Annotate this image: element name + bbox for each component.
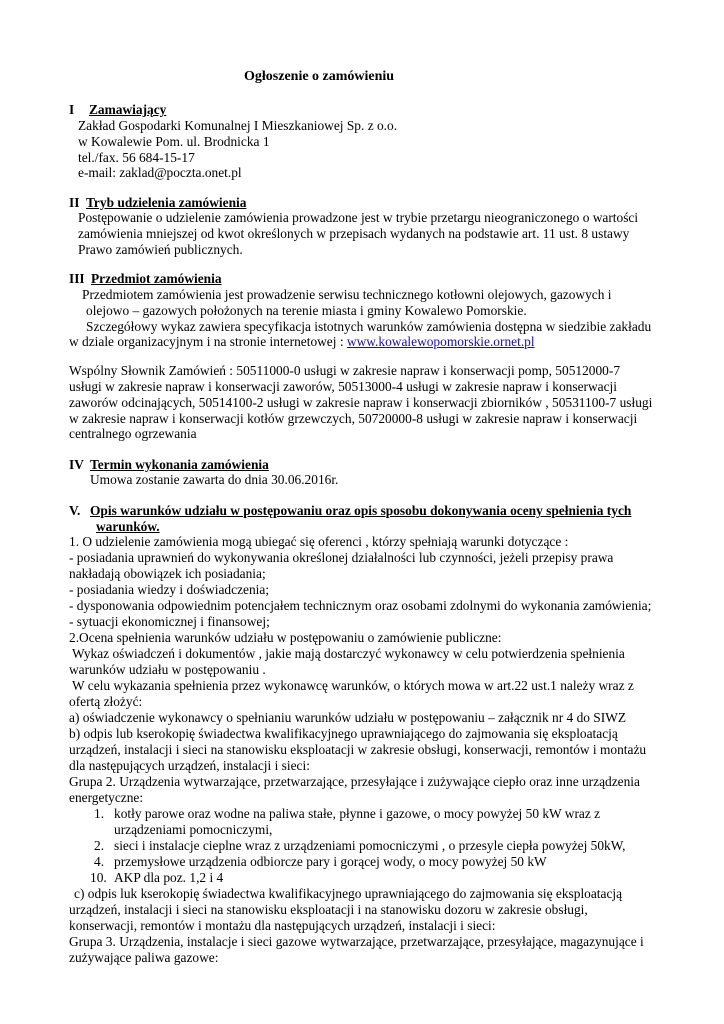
section-2-number: II: [69, 195, 80, 210]
section-5-line: energetyczne:: [69, 790, 144, 805]
section-5-after-line: zużywające paliwa gazowe:: [69, 950, 219, 965]
section-5-line: 1. O udzielenie zamówienia mogą ubiegać się oferenci , którzy spełniają warunki dotyczące :: [69, 534, 569, 549]
section-5-number: V.: [69, 503, 81, 518]
section-5-line: - posiadania wiedzy i doświadczenia;: [69, 582, 270, 597]
section-4-heading: Termin wykonania zamówienia: [90, 457, 269, 472]
section-5-line: - posiadania uprawnień do wykonywania określonej działalności lub czynności, jeżeli przepisy prawa: [69, 550, 614, 565]
section-5-line: nakładają obowiązek ich posiadania;: [69, 566, 266, 581]
cpv-line: w zakresie napraw i konserwacji kotłów grzewczych, 50720000-8 usługi w zakresie napraw i konserwacji: [69, 411, 638, 426]
section-5-line: dla następujących urządzeń, instalacji i sieci:: [69, 758, 310, 773]
section-5-line: urządzeń, instalacji i sieci na stanowisku eksploatacji w zakresie obsługi, konserwacji, remontów i montażu: [69, 742, 647, 757]
list-item: sieci i instalacje cieplne wraz z urządzeniami pomocniczymi , o przesyle ciepła powyżej 50kW,: [114, 838, 626, 853]
list-item-number: 2.: [94, 838, 105, 853]
section-1-line: w Kowalewie Pom. ul. Brodnicka 1: [78, 134, 270, 149]
section-3-line: olejowo – gazowych położonych na terenie miasta i gminy Kowalewo Pomorskie.: [86, 303, 527, 318]
list-item: kotły parowe oraz wodne na paliwa stałe, płynne i gazowe, o mocy powyżej 50 kW wraz z: [114, 806, 601, 821]
section-5-line: ofertą złożyć:: [69, 694, 143, 709]
section-2-line: Prawo zamówień publicznych.: [78, 242, 243, 257]
section-4-number: IV: [69, 457, 84, 472]
section-5-line: Grupa 2. Urządzenia wytwarzające, przetwarzające, przesyłające i zużywające ciepło oraz inne urządzenia: [69, 774, 640, 789]
cpv-line: usługi w zakresie napraw i konserwacji zaworów, 50513000-4 usługi w zakresie napraw i konserwacji: [69, 379, 617, 394]
section-3-line: Szczegółowy wykaz zawiera specyfikacja istotnych warunków zamówienia dostępna w siedzibie zakładu: [86, 319, 652, 334]
cpv-line: Wspólny Słownik Zamówień : 50511000-0 usługi w zakresie napraw i konserwacji pomp, 50512000-7: [69, 363, 621, 378]
list-item-number: 10.: [90, 870, 107, 885]
cpv-line: zaworów odcinających, 50514100-2 usługi w zakresie napraw i konserwacji zbiorników , 50531100-7 usługi: [69, 395, 653, 410]
list-item-number: 1.: [94, 806, 105, 821]
website-link[interactable]: www.kowalewopomorskie.ornet.pl: [346, 334, 535, 349]
section-1-line: tel./fax. 56 684-15-17: [78, 150, 195, 165]
section-2-heading: Tryb udzielenia zamówienia: [86, 195, 247, 210]
list-item: AKP dla poz. 1,2 i 4: [114, 870, 224, 885]
section-2-line: zamówienia mniejszej od kwot określonych w przepisach wydanych na podstawie art. 11 ust. 8 ustawy: [78, 226, 630, 241]
list-item-number: 4.: [94, 854, 105, 869]
section-3-web-prefix: w dziale organizacyjnym i na stronie internetowej :: [69, 334, 344, 349]
section-5-line: - sytuacji ekonomicznej i finansowej;: [69, 614, 270, 629]
section-5-line: 2.Ocena spełnienia warunków udziału w postępowaniu o zamówienie publiczne:: [69, 630, 502, 645]
list-item-cont: urządzeniami pomocniczymi,: [114, 822, 273, 837]
section-5-after-line: konserwacji, remontów i montażu dla następujących urządzeń, instalacji i sieci:: [69, 918, 496, 933]
section-3-number: III: [69, 271, 85, 286]
section-1-heading: Zamawiający: [89, 102, 167, 117]
section-1-line: e-mail: zaklad@poczta.onet.pl: [78, 165, 242, 180]
list-item: przemysłowe urządzenia odbiorcze pary i gorącej wody, o mocy powyżej 50 kW: [114, 854, 547, 869]
section-5-after-line: Grupa 3. Urządzenia, instalacje i sieci gazowe wytwarzające, przetwarzające, przesyłające, magazynujące i: [69, 934, 644, 949]
section-5-heading: Opis warunków udziału w postępowaniu oraz opis sposobu dokonywania oceny spełnienia tych: [90, 503, 632, 518]
section-5-line: warunków udziału w postępowaniu .: [69, 662, 266, 677]
section-2-line: Postępowanie o udzielenie zamówienia prowadzone jest w trybie przetargu nieograniczonego o wartości: [78, 210, 639, 225]
section-4-line: Umowa zostanie zawarta do dnia 30.06.2016r.: [90, 472, 339, 487]
section-3-web-line: [69, 334, 535, 350]
section-5-line: - dysponowania odpowiednim potencjałem technicznym oraz osobami zdolnymi do wykonania zamówienia;: [69, 598, 652, 613]
section-5-after-line: urządzeń, instalacji i sieci na stanowisku eksploatacji i na stanowisku dozoru w zakresie obsługi,: [69, 902, 588, 917]
section-5-heading-cont: warunków.: [96, 519, 160, 534]
section-5-line: Wykaz oświadczeń i dokumentów , jakie mają dostarczyć wykonawcy w celu potwierdzenia spełnienia: [72, 646, 625, 661]
section-5-line: W celu wykazania spełnienia przez wykonawcę warunków, o których mowa w art.22 ust.1 należy wraz z: [72, 678, 634, 693]
section-5-after-line: c) odpis luk kserokopię świadectwa kwalifikacyjnego uprawniającego do zajmowania się eksploatacją: [74, 886, 623, 901]
section-1-line: Zakład Gospodarki Komunalnej I Mieszkaniowej Sp. z o.o.: [78, 118, 398, 133]
section-3-line: Przedmiotem zamówienia jest prowadzenie serwisu technicznego kotłowni olejowych, gazowych i: [82, 287, 612, 302]
section-5-line: a) oświadczenie wykonawcy o spełnianiu warunków udziału w postępowaniu – załącznik nr 4 do SIWZ: [69, 710, 627, 725]
cpv-line: centralnego ogrzewania: [69, 426, 197, 441]
section-5-line: b) odpis lub kserokopię świadectwa kwalifikacyjnego uprawniającego do zajmowania się eksploatacją: [69, 726, 618, 741]
section-1-number: I: [69, 102, 75, 117]
document-title: Ogłoszenie o zamówieniu: [244, 69, 395, 84]
section-3-heading: Przedmiot zamówienia: [91, 271, 222, 286]
